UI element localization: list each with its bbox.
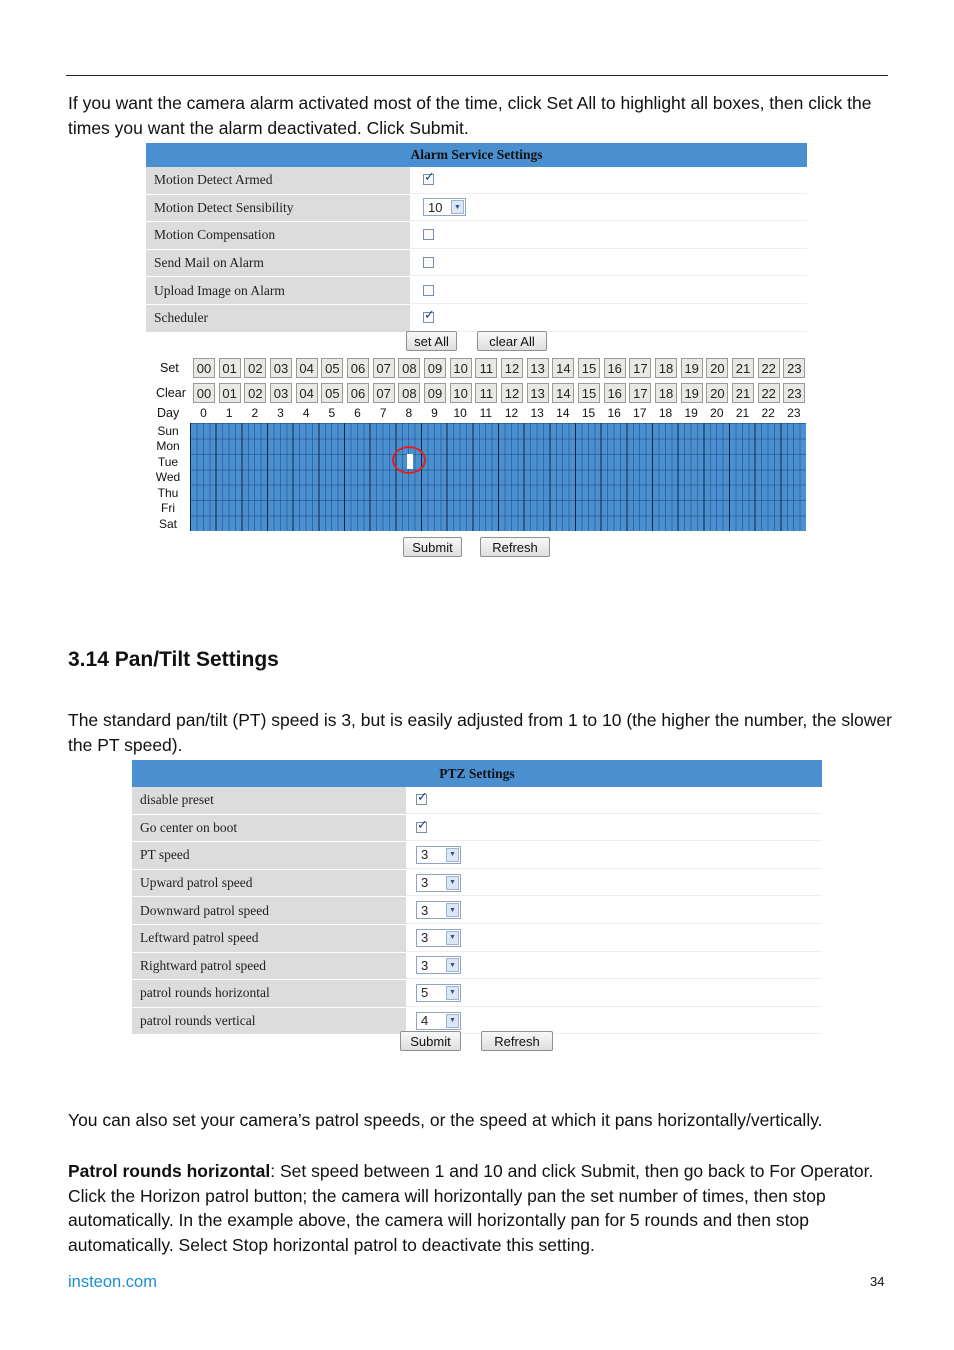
ptz-row-patrol-rounds-horizontal xyxy=(132,980,822,1008)
hour-label: 10 xyxy=(453,406,467,420)
hour-label: 4 xyxy=(302,406,310,420)
scheduler-checkbox[interactable] xyxy=(423,312,434,323)
ptz-row-label: disable preset xyxy=(132,787,406,814)
set-hour-button[interactable]: 14 xyxy=(552,358,574,378)
hour-label: 22 xyxy=(761,406,775,420)
hour-label: 9 xyxy=(431,406,438,420)
clear-row-label: Clear xyxy=(156,386,186,400)
section-heading: 3.14 Pan/Tilt Settings xyxy=(68,648,279,671)
chevron-down-icon[interactable]: ▼ xyxy=(446,903,459,917)
intro-paragraph: If you want the camera alarm activated most of the time, click Set All to highlight all boxes, then click the times you want the alarm deactivated. Click Submit. xyxy=(68,93,872,138)
clear-hour-button[interactable]: 20 xyxy=(706,383,728,403)
hour-label: 23 xyxy=(787,406,801,420)
top-rule xyxy=(66,75,888,76)
ptz-row-value xyxy=(406,870,822,897)
motion-detect-sensibility-select[interactable] xyxy=(423,198,466,216)
alarm-row-value xyxy=(410,277,807,304)
ptz-row-label: Go center on boot xyxy=(132,815,406,842)
day-label-tue: Tue xyxy=(157,454,179,469)
clear-hour-button[interactable]: 18 xyxy=(655,383,677,403)
ptz-settings-panel xyxy=(132,760,822,1055)
set-hour-button[interactable]: 19 xyxy=(681,358,703,378)
ptz-submit-button[interactable]: Submit xyxy=(400,1031,461,1051)
ptz-row-value xyxy=(406,787,822,814)
ptz-row-label: PT speed xyxy=(132,842,406,869)
set-hour-button[interactable]: 15 xyxy=(578,358,600,378)
set-hour-button[interactable]: 00 xyxy=(193,358,215,378)
alarm-row-label: Motion Detect Armed xyxy=(146,167,410,194)
ptz-row-label: patrol rounds horizontal xyxy=(132,980,406,1007)
set-hour-button[interactable]: 09 xyxy=(424,358,446,378)
chevron-down-icon[interactable]: ▼ xyxy=(446,931,459,945)
clear-hour-button[interactable]: 05 xyxy=(321,383,343,403)
day-label-fri: Fri xyxy=(161,501,175,516)
day-label-wed: Wed xyxy=(155,470,181,485)
ptz-row-value xyxy=(406,897,822,924)
clear-hour-button[interactable]: 09 xyxy=(424,383,446,403)
hour-label: 1 xyxy=(225,406,233,420)
chevron-down-icon[interactable]: ▼ xyxy=(446,958,459,972)
hour-label: 7 xyxy=(379,406,387,420)
ptz-refresh-button[interactable]: Refresh xyxy=(481,1031,553,1051)
set-hour-button[interactable]: 18 xyxy=(655,358,677,378)
hour-label: 12 xyxy=(504,406,519,420)
hour-label: 21 xyxy=(735,406,750,420)
ptz-row-label: Upward patrol speed xyxy=(132,870,406,897)
set-hour-button[interactable]: 20 xyxy=(706,358,728,378)
upload-image-on-alarm-checkbox[interactable] xyxy=(423,285,434,296)
alarm-refresh-button[interactable]: Refresh xyxy=(480,537,550,557)
chevron-down-icon[interactable]: ▼ xyxy=(446,876,459,890)
ptz-row-value xyxy=(406,980,822,1007)
patrol-rounds-paragraph xyxy=(68,1159,898,1257)
ptz-row-patrol-rounds-vertical xyxy=(132,1008,822,1036)
leftward-patrol-speed-select[interactable] xyxy=(416,929,461,947)
set-hour-button[interactable]: 07 xyxy=(373,358,395,378)
ptz-row-disable-preset xyxy=(132,787,822,815)
page-number: 34 xyxy=(870,1274,885,1289)
set-hour-button[interactable]: 06 xyxy=(347,358,369,378)
alarm-row-value xyxy=(410,305,807,332)
hour-label: 13 xyxy=(530,406,544,420)
patrol-rounds-vertical-select[interactable] xyxy=(416,1012,461,1030)
set-hour-button[interactable]: 05 xyxy=(321,358,343,378)
clear-hour-button[interactable]: 03 xyxy=(270,383,292,403)
set-hour-button[interactable]: 03 xyxy=(270,358,292,378)
clear-hour-button[interactable]: 04 xyxy=(296,383,318,403)
hour-label: 3 xyxy=(277,406,284,420)
alarm-row-motion-detect-sensibility xyxy=(146,195,807,223)
ptz-row-label: Rightward patrol speed xyxy=(132,953,406,980)
alarm-row-value xyxy=(410,167,807,194)
clear-hour-button[interactable]: 22 xyxy=(758,383,780,403)
clear-hour-button[interactable]: 16 xyxy=(604,383,626,403)
select-value: 3 xyxy=(421,847,429,863)
hour-label: 18 xyxy=(658,406,673,420)
chevron-down-icon[interactable]: ▼ xyxy=(446,1014,459,1028)
alarm-row-label: Scheduler xyxy=(146,305,410,332)
pt-paragraph: The standard pan/tilt (PT) speed is 3, but is easily adjusted from 1 to 10 (the higher the number, the slower the PT speed). xyxy=(68,710,892,755)
select-value: 3 xyxy=(421,957,429,973)
pt-speed-select[interactable] xyxy=(416,846,461,864)
hour-label: 8 xyxy=(405,406,413,420)
hour-label: 20 xyxy=(710,406,724,420)
clear-hour-button[interactable]: 01 xyxy=(219,383,241,403)
clear-hour-button[interactable]: 15 xyxy=(578,383,600,403)
disable-preset-checkbox[interactable] xyxy=(416,794,427,805)
set-hour-button[interactable]: 04 xyxy=(296,358,318,378)
ptz-row-go-center-on-boot xyxy=(132,815,822,843)
day-label-thu: Thu xyxy=(157,485,179,500)
hour-label: 14 xyxy=(556,406,570,420)
set-hour-button[interactable]: 08 xyxy=(398,358,420,378)
go-center-on-boot-checkbox[interactable] xyxy=(416,822,427,833)
patrol-rounds-description: : Set speed between 1 and 10 and click Submit, then go back to For Operator. Click the Horizon patrol button; the camera will horizontally pan the set number of times, then stop automatically. In the example above, the camera will horizontally pan for 5 rounds and then stop automatically. Select Stop horizontal patrol to deactivate this setting. xyxy=(68,1161,874,1255)
patrol-rounds-horizontal-select[interactable] xyxy=(416,984,461,1002)
set-hour-button[interactable]: 02 xyxy=(244,358,266,378)
set-hour-button[interactable]: 12 xyxy=(501,358,523,378)
ptz-row-value xyxy=(406,842,822,869)
hour-label: 15 xyxy=(581,406,596,420)
set-row-label: Set xyxy=(160,361,179,375)
clear-hour-button[interactable]: 00 xyxy=(193,383,215,403)
alarm-row-label: Motion Detect Sensibility xyxy=(146,195,410,222)
motion-detect-armed-checkbox[interactable] xyxy=(423,174,434,185)
clear-all-button[interactable]: clear All xyxy=(477,331,547,351)
hour-label: 0 xyxy=(200,406,207,420)
alarm-row-label: Motion Compensation xyxy=(146,222,410,249)
set-hour-button[interactable]: 16 xyxy=(604,358,626,378)
alarm-row-motion-detect-armed xyxy=(146,167,807,195)
set-all-button[interactable]: set All xyxy=(406,331,457,351)
alarm-row-value xyxy=(410,195,807,222)
upward-patrol-speed-select[interactable] xyxy=(416,874,461,892)
clear-hour-button[interactable]: 11 xyxy=(475,383,497,403)
hour-label: 17 xyxy=(633,406,647,420)
hour-label: 6 xyxy=(354,406,361,420)
alarm-panel-title: Alarm Service Settings xyxy=(146,143,807,167)
set-hour-button[interactable]: 01 xyxy=(219,358,241,378)
ptz-row-value xyxy=(406,1008,822,1035)
day-label-sun: Sun xyxy=(157,424,179,438)
chevron-down-icon[interactable]: ▼ xyxy=(446,848,459,862)
hour-label: 19 xyxy=(684,406,698,420)
ptz-row-downward-patrol-speed xyxy=(132,897,822,925)
select-value: 3 xyxy=(421,902,429,918)
ptz-row-value xyxy=(406,953,822,980)
send-mail-on-alarm-checkbox[interactable] xyxy=(423,257,434,268)
ptz-row-value xyxy=(406,925,822,952)
clear-hour-button[interactable]: 06 xyxy=(347,383,369,403)
ptz-row-label: patrol rounds vertical xyxy=(132,1008,406,1035)
schedule-grid[interactable] xyxy=(190,423,806,531)
patrol-paragraph: You can also set your camera’s patrol speeds, or the speed at which it pans horizontally/vertically. xyxy=(68,1110,823,1130)
clear-hour-button[interactable]: 10 xyxy=(450,383,472,403)
motion-compensation-checkbox[interactable] xyxy=(423,229,434,240)
clear-hour-button[interactable]: 02 xyxy=(244,383,266,403)
select-value: 5 xyxy=(421,985,429,1001)
select-value: 3 xyxy=(421,930,429,946)
ptz-row-pt-speed xyxy=(132,842,822,870)
ptz-panel-title: PTZ Settings xyxy=(132,760,822,787)
clear-hour-button[interactable]: 17 xyxy=(629,383,651,403)
clear-hour-button[interactable]: 14 xyxy=(552,383,574,403)
clear-hour-button[interactable]: 13 xyxy=(527,383,549,403)
clear-hour-button[interactable]: 07 xyxy=(373,383,395,403)
alarm-row-label: Upload Image on Alarm xyxy=(146,277,410,304)
set-hour-button[interactable]: 10 xyxy=(450,358,472,378)
rightward-patrol-speed-select[interactable] xyxy=(416,956,461,974)
select-value: 10 xyxy=(428,199,443,215)
set-hour-button[interactable]: 13 xyxy=(527,358,549,378)
clear-hour-button[interactable]: 08 xyxy=(398,383,420,403)
alarm-row-send-mail-on-alarm xyxy=(146,250,807,278)
alarm-row-value xyxy=(410,250,807,277)
downward-patrol-speed-select[interactable] xyxy=(416,901,461,919)
alarm-row-motion-compensation xyxy=(146,222,807,250)
set-hour-button[interactable]: 23 xyxy=(783,358,805,378)
day-label-sat: Sat xyxy=(158,516,177,531)
alarm-submit-button[interactable]: Submit xyxy=(403,537,462,557)
ptz-row-rightward-patrol-speed xyxy=(132,953,822,981)
patrol-rounds-term: Patrol rounds horizontal xyxy=(68,1161,271,1181)
chevron-down-icon[interactable]: ▼ xyxy=(451,200,464,214)
ptz-row-label: Leftward patrol speed xyxy=(132,925,406,952)
clear-hour-button[interactable]: 23 xyxy=(783,383,805,403)
ptz-row-upward-patrol-speed xyxy=(132,870,822,898)
day-label-mon: Mon xyxy=(156,439,180,454)
chevron-down-icon[interactable]: ▼ xyxy=(446,986,459,1000)
set-hour-button[interactable]: 22 xyxy=(758,358,780,378)
alarm-row-value xyxy=(410,222,807,249)
alarm-row-label: Send Mail on Alarm xyxy=(146,250,410,277)
ptz-row-leftward-patrol-speed xyxy=(132,925,822,953)
footer-link[interactable]: insteon.com xyxy=(68,1273,157,1291)
hour-label: 2 xyxy=(251,406,259,420)
ptz-row-label: Downward patrol speed xyxy=(132,897,406,924)
set-hour-button[interactable]: 11 xyxy=(475,358,497,378)
hour-label: 5 xyxy=(328,406,336,420)
select-value: 3 xyxy=(421,875,429,891)
hour-label: 11 xyxy=(479,406,493,420)
clear-hour-button[interactable]: 12 xyxy=(501,383,523,403)
day-row-label: Day xyxy=(157,406,180,420)
ptz-row-value xyxy=(406,815,822,842)
set-hour-button[interactable]: 17 xyxy=(629,358,651,378)
select-value: 4 xyxy=(421,1013,429,1029)
alarm-row-scheduler xyxy=(146,305,807,333)
clear-hour-button[interactable]: 21 xyxy=(732,383,754,403)
highlight-circle xyxy=(392,446,426,474)
clear-hour-button[interactable]: 19 xyxy=(681,383,703,403)
hour-label: 16 xyxy=(607,406,621,420)
alarm-row-upload-image-on-alarm xyxy=(146,277,807,305)
set-hour-button[interactable]: 21 xyxy=(732,358,754,378)
